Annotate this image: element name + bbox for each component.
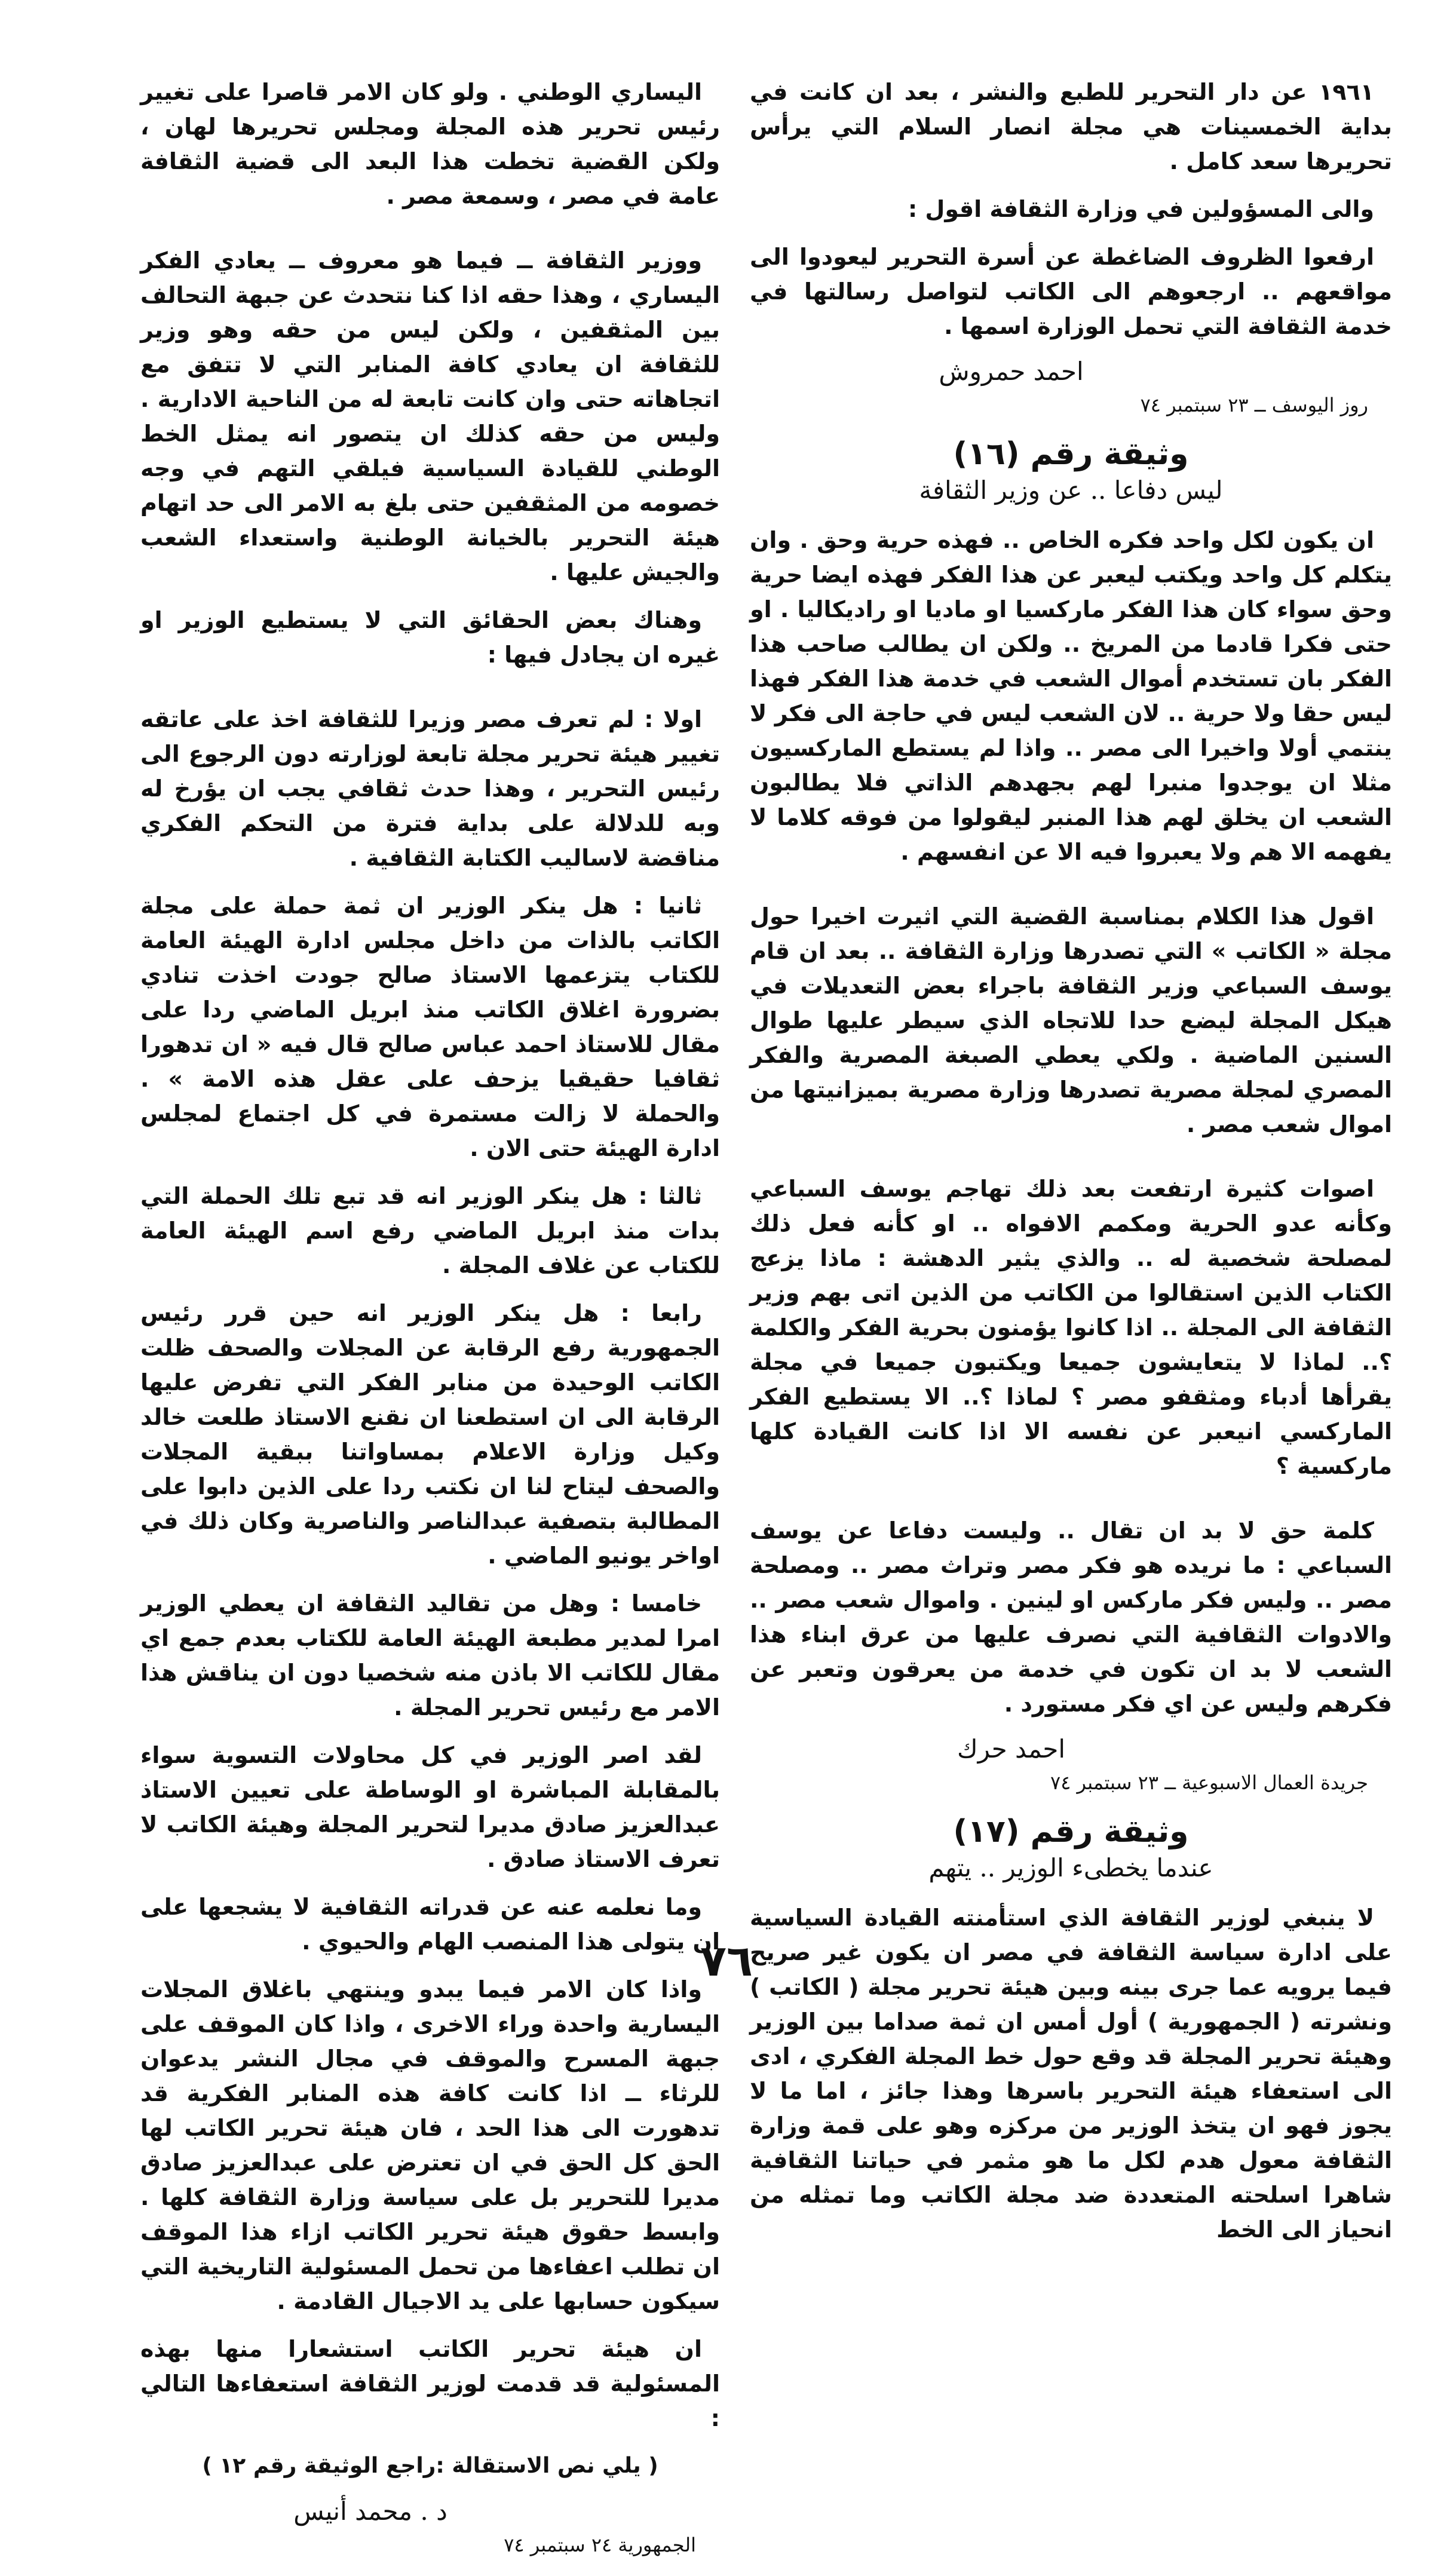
- paragraph: ارفعوا الظروف الضاغطة عن أسرة التحرير ليعودوا الى مواقعهم .. ارجعوهم الى الكاتب لتواصل رسالتها في خدمة الثقافة التي تحمل الوزارة اسمها .: [750, 244, 1392, 339]
- paragraph: وهناك بعض الحقائق التي لا يستطيع الوزير او غيره ان يجادل فيها :: [140, 607, 720, 668]
- right-column: [750, 75, 1392, 2260]
- author-signature: احمد حرك: [957, 1734, 1066, 1764]
- source-line: روز اليوسف ــ ٢٣ سبتمبر ٧٤: [1140, 394, 1368, 416]
- paragraph: وما نعلمه عنه عن قدراته الثقافية لا يشجعها على ان يتولى هذا المنصب الهام والحيوي .: [140, 1894, 720, 1955]
- paragraph: كلمة حق لا بد ان تقال .. وليست دفاعا عن يوسف السباعي : ما نريده هو فكر مصر وتراث مصر .. ومصلحة مصر .. وليس فكر ماركس او لينين . واموال شعب مصر .. والادوات الثقافية التي نصرف عليها من عرق ابناء هذا الشعب لا بد ان تكون في خدمة من يعرقون وتعبر عن فكرهم وليس عن اي فكر مستورد .: [750, 1517, 1392, 1717]
- page-number: ٧٦: [700, 1936, 753, 1986]
- source-line: جريدة العمال الاسبوعية ــ ٢٣ سبتمبر ٧٤: [1050, 1771, 1368, 1794]
- paragraph: ١٩٦١ عن دار التحرير للطبع والنشر ، بعد ان كانت في بداية الخمسينات هي مجلة انصار السلام التي يرأس تحريرها سعد كامل .: [750, 79, 1392, 174]
- paragraph: اليساري الوطني . ولو كان الامر قاصرا على تغيير رئيس تحرير هذه المجلة ومجلس تحريرها لهان ، ولكن القضية تخطت هذا البعد الى قضية الثقافة عامة في مصر ، وسمعة مصر .: [140, 79, 720, 209]
- paragraph: واذا كان الامر فيما يبدو وينتهي باغلاق المجلات اليسارية واحدة وراء الاخرى ، واذا كان الموقف على جبهة المسرح والموقف في مجال النشر يدعوان للرثاء ــ اذا كانت كافة هذه المنابر الفكرية قد تدهورت الى هذا الحد ، فان هيئة تحرير الكاتب لها الحق كل الحق في ان تعترض على عبدالعزيز صادق مديرا للتحرير بل على سياسة وزارة الثقافة كلها . وابسط حقوق هيئة تحرير الكاتب ازاء هذا الموقف ان تطلب اعفاءها من تحمل المسئولية التاريخية التي سيكون حسابها على يد الاجيال القادمة .: [140, 1976, 720, 2314]
- source-line: الجمهورية ٢٤ سبتمبر ٧٤: [504, 2534, 696, 2556]
- paragraph: ثالثا : هل ينكر الوزير انه قد تبع تلك الحملة التي بدات منذ ابريل الماضي رفع اسم الهيئة العامة للكتاب عن غلاف المجلة .: [140, 1183, 720, 1278]
- document-heading: وثيقة رقم (١٧): [953, 1814, 1189, 1850]
- paragraph: لا ينبغي لوزير الثقافة الذي استأمنته القيادة السياسية على ادارة سياسة الثقافة في مصر ان يكون غير صريح فيما يرويه عما جرى بينه وبين هيئة تحرير مجلة ( الكاتب ) ونشرته ( الجمهورية ) أول أمس ان ثمة صداما بين الوزير وهيئة تحرير المجلة قد وقع حول خط المجلة الفكري ، ادى الى استعفاء هيئة التحرير باسرها وهذا جائز ، اما ما لا يجوز فهو ان يتخذ الوزير من مركزه وهو على قمة وزارة الثقافة معول هدم لكل ما هو مثمر في حياتنا الثقافية شاهرا اسلحته المتعددة ضد مجلة الكاتب وما تمثله من انحياز الى الخط: [750, 1905, 1392, 2243]
- document-heading: وثيقة رقم (١٦): [953, 436, 1189, 472]
- paragraph: خامسا : وهل من تقاليد الثقافة ان يعطي الوزير امرا لمدير مطبعة الهيئة العامة للكتاب بعدم جمع اي مقال للكاتب الا باذن منه شخصيا دون ان يناقش هذا الامر مع رئيس تحرير المجلة .: [140, 1590, 720, 1721]
- document-subheading: عندما يخطىء الوزير .. يتهم: [928, 1853, 1213, 1882]
- paragraph: لقد اصر الوزير في كل محاولات التسوية سواء بالمقابلة المباشرة او الوساطة على تعيين الاستاذ عبدالعزيز صادق مديرا لتحرير المجلة وهيئة الكاتب لا تعرف الاستاذ صادق .: [140, 1742, 720, 1872]
- paragraph: والى المسؤولين في وزارة الثقافة اقول :: [908, 196, 1374, 222]
- left-column: [140, 75, 720, 2576]
- paragraph: ان هيئة تحرير الكاتب استشعارا منها بهذه المسئولية قد قدمت لوزير الثقافة استعفاءها التالي :: [140, 2336, 720, 2431]
- paragraph: ووزير الثقافة ــ فيما هو معروف ــ يعادي الفكر اليساري ، وهذا حقه اذا كنا نتحدث عن جبهة التحالف بين المثقفين ، ولكن ليس من حقه وهو وزير للثقافة ان يعادي كافة المنابر التي لا تتفق مع اتجاهاته حتى وان كانت تابعة له من الناحية الادارية . وليس من حقه كذلك ان يتصور انه يمثل الخط الوطني للقيادة السياسية فيلقي التهم في وجه خصومه من المثقفين حتى بلغ به الامر الى حد اتهام هيئة التحرير بالخيانة الوطنية واستعداء الشعب والجيش عليها .: [140, 247, 720, 585]
- author-signature: د . محمد أنيس: [293, 2497, 447, 2526]
- paragraph: اصوات كثيرة ارتفعت بعد ذلك تهاجم يوسف السباعي وكأنه عدو الحرية ومكمم الافواه .. او كأنه فعل ذلك لمصلحة شخصية له .. والذي يثير الدهشة : ماذا يزعج الكتاب الذين استقالوا من الكاتب من الذين اتى بهم وزير الثقافة الى المجلة .. اذا كانوا يؤمنون بحرية الفكر والكلمة ؟.. لماذا لا يتعايشون جميعا ويكتبون جميعا في مجلة يقرأها أدباء ومثقفو مصر ؟ لماذا ؟.. الا يستطيع الفكر الماركسي انيعبر عن نفسه الا اذا كانت القيادة كلها ماركسية ؟: [750, 1176, 1392, 1479]
- paragraph: اولا : لم تعرف مصر وزيرا للثقافة اخذ على عاتقه تغيير هيئة تحرير مجلة تابعة لوزارته دون الرجوع الى رئيس التحرير ، وهذا حدث ثقافي يجب ان يؤرخ له وبه للدلالة على بداية فترة من التحكم الفكري مناقضة لاساليب الكتابة الثقافية .: [140, 706, 720, 871]
- paragraph: رابعا : هل ينكر الوزير انه حين قرر رئيس الجمهورية رفع الرقابة عن المجلات والصحف ظلت الكاتب الوحيدة من منابر الفكر التي تفرض عليها الرقابة الى ان استطعنا ان نقنع الاستاذ طلعت خالد وكيل وزارة الاعلام بمساواتنا ببقية المجلات والصحف ليتاح لنا ان نكتب ردا على الذين دابوا على المطالبة بتصفية عبدالناصر والناصرية وكان ذلك في اواخر يونيو الماضي .: [140, 1300, 720, 1569]
- paragraph: ان يكون لكل واحد فكره الخاص .. فهذه حرية وحق . وان يتكلم كل واحد ويكتب ليعبر عن هذا الفكر فهذه ايضا حرية وحق سواء كان هذا الفكر ماركسيا او ماديا او راديكاليا . او حتى فكرا قادما من المريخ .. ولكن ان يطالب صاحب هذا الفكر بان تستخدم أموال الشعب في خدمة هذا الفكر فهذا ليس حقا ولا حرية .. لان الشعب ليس في حاجة الى فكر لا ينتمي أولا واخيرا الى مصر .. واذا لم يستطع الماركسيون مثلا ان يوجدوا منبرا لهم بجهدهم الذاتي فلا يطالبون الشعب ان يخلق لهم هذا المنبر ليقولوا من فوقه كلاما لا يفهمه الا هم ولا يعبروا فيه الا عن انفسهم .: [750, 527, 1392, 865]
- document-subheading: ليس دفاعا .. عن وزير الثقافة: [919, 476, 1223, 505]
- paragraph: ثانيا : هل ينكر الوزير ان ثمة حملة على مجلة الكاتب بالذات من داخل مجلس ادارة الهيئة العامة للكتاب يتزعمها الاستاذ صالح جودت اخذت تنادي بضرورة اغلاق الكاتب منذ ابريل الماضي ردا على مقال للاستاذ احمد عباس صالح قال فيه « ان تدهورا ثقافيا حقيقيا يزحف على عقل هذه الامة » . والحملة لا زالت مستمرة في كل اجتماع لمجلس ادارة الهيئة حتى الان .: [140, 893, 720, 1161]
- note: ( يلي نص الاستقالة :راجع الوثيقة رقم ١٢ ): [202, 2454, 658, 2478]
- author-signature: احمد حمروش: [939, 357, 1084, 386]
- paragraph: اقول هذا الكلام بمناسبة القضية التي اثيرت اخيرا حول مجلة « الكاتب » التي تصدرها وزارة الثقافة .. بعد ان قام يوسف السباعي وزير الثقافة باجراء بعض التعديلات في هيكل المجلة ليضع حدا للاتجاه الذي سيطر عليها طوال السنين الماضية . ولكي يعطي الصبغة المصرية والفكر المصري لمجلة مصرية تصدرها وزارة مصرية بميزانيتها من اموال شعب مصر .: [750, 903, 1392, 1137]
